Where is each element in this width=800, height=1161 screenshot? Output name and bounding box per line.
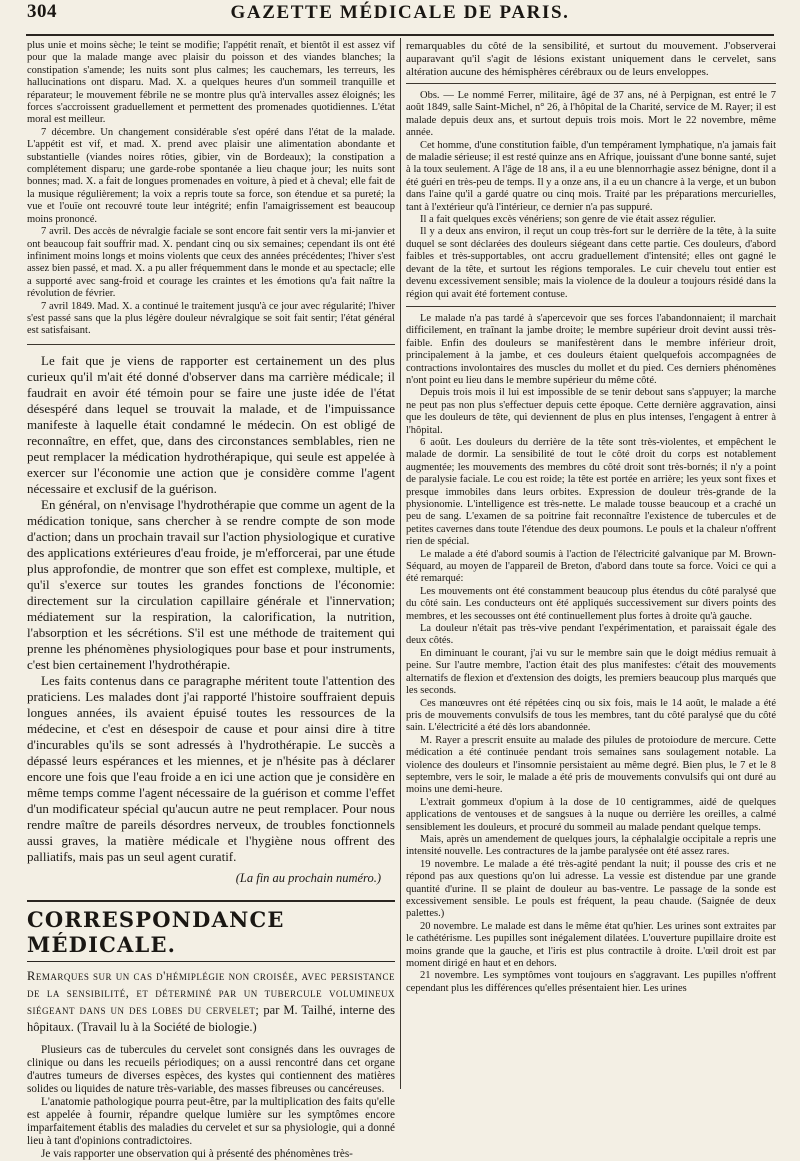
paragraph: Les mouvements ont été constamment beaucoup plus étendus du côté paralysé que du côté sain. Les conducteurs ont été appliqués successivement sur divers points des membres, et les secousses ont été continuellement plus fortes à droite qu'à gauche. [406,585,776,622]
to-be-continued: (La fin au prochain numéro.) [235,870,381,885]
left-column [27,40,395,1160]
paragraph: En général, on n'envisage l'hydrothérapie que comme un agent de la médication tonique, sans chercher à se rendre compte de son mode d'action; dans un prochain travail sur l'action physiologique et curative des applications extérieures d'eau froide, je m'efforcerai, par une étude plus approfondie, de montrer que son effet est complexe, multiple, et qu'il s'exerce sur toutes les grandes fonctions de l'économie: directement sur la circulation capillaire générale et l'innervation; médiatement sur la respiration, la calorification, la nutrition, l'absorption et les sécrétions. S'il est une méthode de traitement qui prenne les phénomènes physiologiques pour base et pour instruments, c'est bien certainement l'hydrothérapie. [27,496,395,672]
paragraph: Depuis trois mois il lui est impossible de se tenir debout sans s'appuyer; la marche ne peut pas non plus s'effectuer depuis cette époque. Cette dernière aggravation, ainsi que les douleurs de tête, qui deviennent de plus en plus intenses, l'engagent à entrer à l'hôpital. [406,387,776,436]
column-divider [400,38,401,1089]
paragraph: L'anatomie pathologique pourra peut-être, par la multiplication des faits qu'elle est appelée à fournir, répandre quelque lumière sur les symptômes encore imparfaitement établis des maladies du cervelet et sur sa physiologie, qui a donné lieu à tant d'opinions contradictoires. [27,1095,395,1147]
separator [406,83,776,84]
article-title-heading: Remarques sur un cas d'hémiplégie non croisée, avec persistance de la sensibilité, et déterminé par un tubercule volumineux siégeant dans un des lobes du cervelet; [27,968,395,1017]
separator [406,306,776,307]
paragraph: Mais, après un amendement de quelques jours, la céphalalgie occipitale a repris une intensité nouvelle. Les contractures de la jambe paralysée ont été assez rares. [406,833,776,858]
paragraph: M. Rayer a prescrit ensuite au malade des pilules de protoiodure de mercure. Cette médication a été continuée pendant trois semaines sans soulagement notable. La violence des douleurs et l'insomnie persistaient au même degré. Bien plus, le 7 et le 8 septembre, vers le soir, le malade a été pris de mouvements convulsifs qui ont duré au moins une demi-heure. [406,734,776,796]
header-rule [26,34,774,36]
paragraph: Les faits contenus dans ce paragraphe méritent toute l'attention des praticiens. Les malades dont j'ai rapporté l'histoire souffraient depuis longues années, ils avaient épuisé toutes les ressources de la médecine, et c'est en désespoir de cause et pour ainsi dire à titre d'incurables qu'ils se sont adressés à l'hydrothérapie. Le succès a dépassé leurs espérances et les miennes, et je n'hésite pas à déclarer encore une fois que l'eau froide a en ici une action que je considère en même temps comme l'agent nécessaire de la guérison et comme l'effet d'un modificateur spécial qu'aucun autre ne peut remplacer. Pour nous rendre maître de pareils désordres nerveux, de troubles fonctionnels aussi graves, la matière médicale et l'hygiène nous offrent des palliatifs, mais pas un seul agent curatif. [27,672,395,864]
paragraph: Le malade n'a pas tardé à s'apercevoir que ses forces l'abandonnaient; il marchait difficilement, en traînant la jambe droite; le membre supérieur droit devint aussi très-faible. Enfin des douleurs se manifestèrent dans le membre inférieur droit, principalement à la jambe, et ces douleurs étaient quelquefois accompagnées de contractions involontaires des muscles du mollet et du pied. Ces derniers phénomènes n'ont point eu lieu dans le membre supérieur du même côté. [406,312,776,386]
paragraph: En diminuant le courant, j'ai vu sur le membre sain que le doigt médius remuait à peine. Sur l'autre membre, l'action était des plus manifestes: c'était des mouvements alternatifs de flexion et d'extension des doigts, les premiers beaucoup plus marqués que les seconds. [406,647,776,697]
paragraph: plus unie et moins sèche; le teint se modifie; l'appétit renaît, et bientôt il est assez vif pour que la malade mange avec plaisir du poisson et des viandes blanches; la constipation s'amende; les nuits sont plus calmes; les cauchemars, les terreurs, les hallucinations ont disparu. Mad. X. a quelques heures d'un sommeil tranquille et réparateur; le mouvement fébrile ne se montre plus qu'à intervalles assez éloignés; les forces s'accroissent graduellement et permettent des promenades quotidiennes. L'état moral est meilleur. [27,40,395,126]
paragraph: remarquables du côté de la sensibilité, et surtout du mouvement. J'observerai auparavant qu'il s'agit de lésions existant uniquement dans le cervelet, sans altération aucune des hémisphères cérébraux ou de leurs enveloppes. [406,40,776,78]
paragraph: Ces manœuvres ont été répétées cinq ou six fois, mais le 14 août, le malade a été pris de mouvements convulsifs de tous les membres, tant du côté paralysé que du côté sain. L'électricité a été dès lors abandonnée. [406,697,776,734]
paragraph: Cet homme, d'une constitution faible, d'un tempérament lymphatique, n'a jamais fait de maladie sérieuse; il est resté quinze ans en Afrique, jouissant d'une bonne santé, sujet à la toux seulement. A l'âge de 18 ans, il a eu une blennorrhagie assez bénigne, dont il a été guéri en très-peu de temps. Il y a onze ans, il a eu un chancre à la verge, et un bubon dans l'aine qu'il a gardé quatre ou cinq mois. Traité par les préparations mercurielles, tant à l'extérieur qu'à l'intérieur, ce dernier n'a pas suppuré. [406,139,776,213]
paragraph: Il y a deux ans environ, il reçut un coup très-fort sur le derrière de la tête, à la suite duquel se sont déclarées des douleurs siégeant dans cette partie. Ces douleurs, d'abord faibles et très-supportables, ont accru graduellement d'intensité; elles ont gagné le devant de la tête, et surtout les régions temporales. Le cuir chevelu tout entier est devenu excessivement sensible; mais la violence de la douleur a toujours résidé dans la région qui avait été fortement contuse. [406,226,776,300]
paragraph: L'extrait gommeux d'opium à la dose de 10 centigrammes, aidé de quelques applications de ventouses et de sangsues à la nuque ou derrière les oreilles, a calmé sensiblement les douleurs, et procuré du sommeil au malade pendant quelque temps. [406,796,776,833]
section-title: CORRESPONDANCE MÉDICALE. [27,900,395,962]
paragraph: La douleur n'était pas très-vive pendant l'expérimentation, et paraissait égale des deux côtés. [406,623,776,647]
separator [27,344,395,345]
paragraph: Obs. — Le nommé Ferrer, militaire, âgé de 37 ans, né à Perpignan, est entré le 7 août 1849, salle Saint-Michel, n° 26, à l'hôpital de la Charité, service de M. Rayer; il est malade depuis deux ans, et surtout depuis trois mois. Mort le 22 novembre, même année. [406,90,776,139]
right-column [406,40,776,1093]
paragraph: Le fait que je viens de rapporter est certainement un des plus curieux qu'il m'ait été donné d'observer dans ma carrière médicale; il faudrait en avoir été témoin pour se faire une juste idée de l'état désespéré dans lequel se trouvait la malade, et de l'impuissance manifeste à laquelle était condamné le médecin. On est obligé de reconnaître, en effet, que, dans des circonstances semblables, rien ne peut remplacer la médication hydrothérapique, qui seule est appelée à exercer sur l'économie une action que je considère comme l'agent nécessaire et exclusif de la guérison. [27,352,395,496]
paragraph: 21 novembre. Les symptômes vont toujours en s'aggravant. Les pupilles n'offrent cependant plus les différences qu'elles présentaient hier. Les urines [406,970,776,994]
paragraph: Je vais rapporter une observation qui à présenté des phénomènes très- [41,1147,353,1160]
paragraph: Il a fait quelques excès vénériens; son genre de vie était assez régulier. [420,214,716,226]
paragraph: 7 avril 1849. Mad. X. a continué le traitement jusqu'à ce jour avec régularité; l'hiver s'est passé sans que la plus légère douleur névralgique se soit fait sentir; l'état général est satisfaisant. [27,300,395,337]
paragraph: 7 avril. Des accès de névralgie faciale se sont encore fait sentir vers la mi-janvier et ont beaucoup fait souffrir mad. X. pendant cinq ou six semaines; cependant ils ont été infiniment moins longs et moins violents que ceux des années précédentes; l'hiver s'est assez bien passé, et mad. X. a pu aller fréquemment dans le monde et au spectacle; elle a supporté avec sang-froid et courage les craintes et les émotions qu'a fait naître la révolution de février. [27,226,395,300]
paragraph: 7 décembre. Un changement considérable s'est opéré dans l'état de la malade. L'appétit est vif, et mad. X. prend avec plaisir une alimentation abondante et substantielle (viandes noires rôties, gibier, vin de Bordeaux); la constipation a complétement disparu; une garde-robe spontanée a lieu chaque jour; les nuits sont bonnes; mad. X. a fait de longues promenades en voiture, à pied et à cheval; elle fait de la musique régulièrement; la voix a repris toute sa force, son étendue et sa pureté; la vue et l'ouïe ont recouvré toute leur intégrité; enfin l'amaigrissement est beaucoup moins prononcé. [27,126,395,225]
journal-title: GAZETTE MÉDICALE DE PARIS. [230,2,570,23]
paragraph: Plusieurs cas de tubercules du cervelet sont consignés dans les ouvrages de clinique ou dans les recueils périodiques; on a aussi rencontré dans cet organe d'autres tumeurs de diverses espèces, des kystes qui contiennent des matières solides ou liquides de nature très-variable, des masses fibreuses ou cancéreuses. [27,1043,395,1095]
article-title-author: par M. Tailhé, interne des hôpitaux. (Travail lu à la Société de biologie.) [27,1002,395,1034]
article-title [27,968,395,1036]
paragraph: 20 novembre. Le malade est dans le même état qu'hier. Les urines sont extraites par le cathétérisme. Les pupilles sont inégalement dilatées. L'ouverture pupillaire droite est moins grande que la gauche, et l'iris est plus contractile à droite. L'œil droit est par moment dirigé en haut et en dehors. [406,920,776,970]
paragraph: 6 août. Les douleurs du derrière de la tête sont très-violentes, et empêchent le malade de dormir. La sensibilité de tout le côté droit du corps est notablement augmentée; les mouvements des membres du côté droit sont très-bornés; il n'y a point de paralysie faciale. Le cou est roide; la tête est portée en arrière; les yeux sont fixes et presque immobiles dans leurs orbites. Expression de douleur très-grande de la physionomie. L'intelligence est très-nette. Le malade tousse beaucoup et a craché un peu de sang. L'examen de sa poitrine fait reconnaître l'existence de tubercules et de petites cavernes dans toute l'étendue des deux poumons. Le pouls et la chaleur n'offrent rien de spécial. [406,436,776,548]
paragraph: Le malade a été d'abord soumis à l'action de l'électricité galvanique par M. Brown-Séquard, au moyen de l'appareil de Breton, d'abord dans toute sa force. Voici ce qui a été remarqué: [406,548,776,585]
page-number: 304 [27,1,57,22]
paragraph: 19 novembre. Le malade a été très-agité pendant la nuit; il pousse des cris et ne répond pas aux questions qu'on lui adresse. La vessie est distendue par une grande quantité d'urine. Il se plaint de douleur au bas-ventre. Le passage de la sonde est excessivement sensible. Le pouls est fréquent, la peau chaude. (Saignée de deux palettes.) [406,858,776,920]
